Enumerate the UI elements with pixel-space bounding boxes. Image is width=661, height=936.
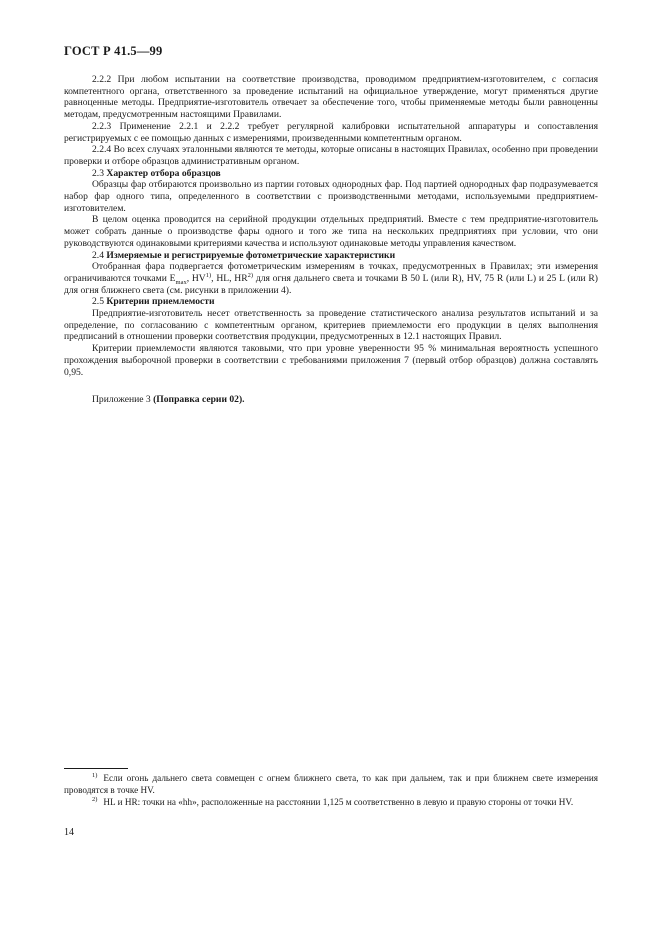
document-body: [64, 74, 598, 406]
paragraph-2-5-b: Критерии приемлемости являются таковыми, что при уровне уверенности 95 % минимальная вероятность успешного прохождения выборочной проверки в соответствии с требованиями приложения 7 (первый отбор образцов) должна составлять 0,95.: [64, 343, 598, 378]
annex-amendment: (Поправка серии 02).: [153, 394, 245, 406]
footnote-mark: 2): [92, 796, 98, 804]
paragraph-2-5-a: Предприятие-изготовитель несет ответственность за проведение статистического анализа результатов испытаний и за определение, по согласованию с компетентным органом, критериев приемлемости его продукции в целях выполнения предписаний в отношении проверки соответствия продукции, предусмотренных в 12.1 настоящих Правил.: [64, 308, 598, 343]
paragraph-2-3-b: В целом оценка проводится на серийной продукции отдельных предприятий. Вместе с тем предприятие-изготовитель может собрать данные о производстве фары одного и того же типа на нескольких предприятиях при условии, что они руководствуются одинаковыми критериями качества и используют одинаковые методы управления качеством.: [64, 214, 598, 249]
section-title: Критерии приемлемости: [106, 296, 215, 308]
page-number: 14: [64, 827, 74, 838]
annex-reference: [64, 394, 598, 406]
section-number: 2.5: [92, 296, 104, 308]
text-run: Отобранная фара подвергается фотометрическим измерениям в точках, предусмотренных в Правилах; эти измерения ограничиваются точками E: [64, 261, 598, 284]
footnote-ref-1: 1): [205, 271, 212, 279]
footnote-ref-2: 2): [247, 271, 254, 279]
paragraph-2-4: [64, 261, 598, 296]
footnote-2: [64, 797, 598, 809]
footnote-text: HL и HR: точки на «hh», расположенные на расстоянии 1,125 м соответственно в левую и правую стороны от точки HV.: [103, 797, 574, 808]
annex-label: Приложение 3: [92, 394, 154, 406]
text-run: , HL, HR: [211, 272, 248, 284]
paragraph-2-2-4: 2.2.4 Во всех случаях эталонными являются те методы, которые описаны в настоящих Правилах, особенно при проведении проверки и отборе образцов административным органом.: [64, 144, 598, 167]
section-heading-2-4: [64, 250, 598, 262]
section-heading-2-5: [64, 296, 598, 308]
text-run: для огня дальнего света и точками B 50 L (или R), HV, 75 R (или L) и 25 L (или R) для огня ближнего света (см. рисунки в приложении 4).: [64, 272, 598, 296]
section-heading-2-3: [64, 168, 598, 180]
text-run: , HV: [186, 272, 206, 284]
subscript: max: [175, 278, 187, 286]
section-number: 2.4: [92, 249, 104, 261]
section-title: Характер отбора образцов: [106, 167, 221, 179]
footnote-1: [64, 773, 598, 796]
document-header: ГОСТ Р 41.5—99: [64, 44, 163, 58]
section-title: Измеряемые и регистрируемые фотометрические характеристики: [106, 249, 396, 261]
section-number: 2.3: [92, 167, 104, 179]
paragraph-2-2-2: 2.2.2 При любом испытании на соответствие производства, проводимом предприятием-изготовителем, с согласия компетентного органа, ответственного за проведение испытаний на официальное утверждение, могут применяться другие равноценные методы. Предприятие-изготовитель отвечает за обеспечение того, чтобы применяемые методы были равноценны методам, предусмотренным настоящими Правилами.: [64, 74, 598, 121]
footnote-mark: 1): [92, 771, 98, 779]
paragraph-2-3-a: Образцы фар отбираются произвольно из партии готовых однородных фар. Под партией однородных фар подразумевается набор фар одного типа, определенного в соответствии с производственными методами, используемыми предприятием-изготовителем.: [64, 179, 598, 214]
footnote-separator: [64, 768, 128, 769]
footnote-text: Если огонь дальнего света совмещен с огнем ближнего света, то как при дальнем, так и при ближнем свете измерения проводятся в точке HV.: [64, 773, 598, 795]
paragraph-2-2-3: 2.2.3 Применение 2.2.1 и 2.2.2 требует регулярной калибровки испытательной аппаратуры и сопоставления регистрируемых с ее помощью данных с измерениями, произведенными компетентным органом.: [64, 120, 598, 144]
footnotes: [64, 773, 598, 810]
